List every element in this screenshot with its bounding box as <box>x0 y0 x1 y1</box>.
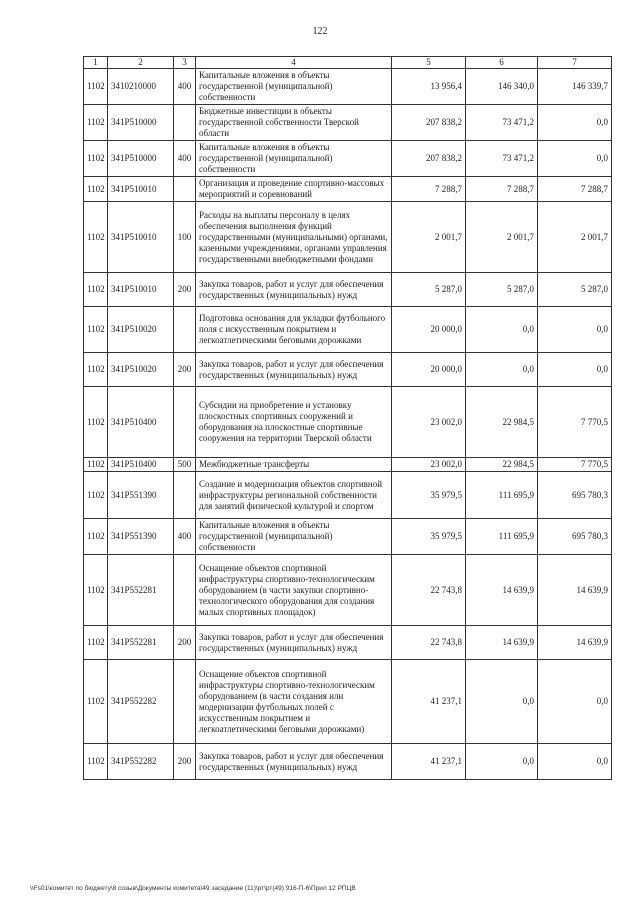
target-article-cell: 341P510010 <box>108 202 174 273</box>
table-row <box>84 273 612 307</box>
target-article-cell: 341P552282 <box>108 744 174 780</box>
target-article-cell: 341P552282 <box>108 660 174 744</box>
amount-col5-cell: 2 001,7 <box>392 202 466 273</box>
table-row <box>84 626 612 660</box>
expense-type-cell: 200 <box>174 744 196 780</box>
expense-type-cell: 400 <box>174 69 196 105</box>
amount-col6-cell: 111 695,9 <box>466 519 538 555</box>
amount-col5-cell: 35 979,5 <box>392 472 466 519</box>
target-article-cell: 341P510400 <box>108 458 174 472</box>
target-article-cell: 341P510000 <box>108 141 174 177</box>
amount-col6-cell: 73 471,2 <box>466 141 538 177</box>
amount-col7-cell: 0,0 <box>538 353 612 387</box>
expense-type-cell <box>174 105 196 141</box>
expense-type-cell <box>174 555 196 626</box>
expense-type-cell <box>174 660 196 744</box>
amount-col7-cell: 14 639,9 <box>538 555 612 626</box>
expense-type-cell <box>174 472 196 519</box>
header-cell: 5 <box>392 57 466 69</box>
target-article-cell: 3410210000 <box>108 69 174 105</box>
amount-col5-cell: 5 287,0 <box>392 273 466 307</box>
table-row <box>84 387 612 458</box>
description-cell: Капитальные вложения в объекты государственной (муниципальной) собственности <box>196 69 392 105</box>
description-cell: Закупка товаров, работ и услуг для обеспечения государственных (муниципальных) нужд <box>196 273 392 307</box>
expense-type-cell: 200 <box>174 273 196 307</box>
amount-col6-cell: 146 340,0 <box>466 69 538 105</box>
amount-col5-cell: 41 237,1 <box>392 660 466 744</box>
target-article-cell: 341P510010 <box>108 177 174 202</box>
table-row <box>84 69 612 105</box>
target-article-cell: 341P551390 <box>108 472 174 519</box>
expense-type-cell: 100 <box>174 202 196 273</box>
expense-type-cell <box>174 387 196 458</box>
amount-col7-cell: 2 001,7 <box>538 202 612 273</box>
amount-col5-cell: 20 000,0 <box>392 353 466 387</box>
target-article-cell: 341P552281 <box>108 555 174 626</box>
description-cell: Закупка товаров, работ и услуг для обеспечения государственных (муниципальных) нужд <box>196 626 392 660</box>
amount-col7-cell: 0,0 <box>538 307 612 353</box>
target-article-cell: 341P510000 <box>108 105 174 141</box>
header-cell: 3 <box>174 57 196 69</box>
amount-col6-cell: 22 984,5 <box>466 458 538 472</box>
target-article-cell: 341P552281 <box>108 626 174 660</box>
description-cell: Подготовка основания для укладки футбольного поля с искусственным покрытием и легкоатлетическими беговыми дорожками <box>196 307 392 353</box>
amount-col6-cell: 5 287,0 <box>466 273 538 307</box>
section-code-cell: 1102 <box>84 472 108 519</box>
amount-col5-cell: 13 956,4 <box>392 69 466 105</box>
section-code-cell: 1102 <box>84 69 108 105</box>
amount-col7-cell: 695 780,3 <box>538 472 612 519</box>
amount-col5-cell: 207 838,2 <box>392 141 466 177</box>
header-cell: 2 <box>108 57 174 69</box>
amount-col6-cell: 73 471,2 <box>466 105 538 141</box>
amount-col6-cell: 14 639,9 <box>466 555 538 626</box>
target-article-cell: 341P510400 <box>108 387 174 458</box>
amount-col6-cell: 2 001,7 <box>466 202 538 273</box>
amount-col5-cell: 23 002,0 <box>392 458 466 472</box>
section-code-cell: 1102 <box>84 458 108 472</box>
amount-col7-cell: 7 770,5 <box>538 458 612 472</box>
section-code-cell: 1102 <box>84 660 108 744</box>
section-code-cell: 1102 <box>84 273 108 307</box>
table-row <box>84 105 612 141</box>
section-code-cell: 1102 <box>84 387 108 458</box>
amount-col7-cell: 695 780,3 <box>538 519 612 555</box>
section-code-cell: 1102 <box>84 744 108 780</box>
table-row <box>84 519 612 555</box>
target-article-cell: 341P510020 <box>108 353 174 387</box>
amount-col7-cell: 0,0 <box>538 105 612 141</box>
section-code-cell: 1102 <box>84 555 108 626</box>
amount-col5-cell: 7 288,7 <box>392 177 466 202</box>
amount-col5-cell: 35 979,5 <box>392 519 466 555</box>
amount-col7-cell: 146 339,7 <box>538 69 612 105</box>
amount-col7-cell: 7 288,7 <box>538 177 612 202</box>
description-cell: Расходы на выплаты персоналу в целях обеспечения выполнения функций государственными (муниципальными) органами, казенными учреждениями, органами управления государственными внебюджетными фондами <box>196 202 392 273</box>
table-row <box>84 472 612 519</box>
table-row <box>84 141 612 177</box>
table-row <box>84 744 612 780</box>
description-cell: Закупка товаров, работ и услуг для обеспечения государственных (муниципальных) нужд <box>196 744 392 780</box>
expense-type-cell: 500 <box>174 458 196 472</box>
amount-col5-cell: 207 838,2 <box>392 105 466 141</box>
header-cell: 1 <box>84 57 108 69</box>
amount-col6-cell: 7 288,7 <box>466 177 538 202</box>
header-cell: 6 <box>466 57 538 69</box>
table-row <box>84 353 612 387</box>
target-article-cell: 341P551390 <box>108 519 174 555</box>
table-row <box>84 555 612 626</box>
section-code-cell: 1102 <box>84 353 108 387</box>
description-cell: Закупка товаров, работ и услуг для обеспечения государственных (муниципальных) нужд <box>196 353 392 387</box>
table-row <box>84 307 612 353</box>
description-cell: Оснащение объектов спортивной инфраструктуры спортивно-технологическим оборудованием (в части закупки спортивно-технологического оборудования для создания малых спортивных площадок) <box>196 555 392 626</box>
amount-col5-cell: 22 743,8 <box>392 555 466 626</box>
table-row <box>84 660 612 744</box>
table-header-row <box>84 57 612 69</box>
amount-col5-cell: 23 002,0 <box>392 387 466 458</box>
section-code-cell: 1102 <box>84 519 108 555</box>
section-code-cell: 1102 <box>84 307 108 353</box>
section-code-cell: 1102 <box>84 141 108 177</box>
expense-type-cell: 400 <box>174 141 196 177</box>
amount-col6-cell: 0,0 <box>466 307 538 353</box>
section-code-cell: 1102 <box>84 626 108 660</box>
section-code-cell: 1102 <box>84 105 108 141</box>
description-cell: Создание и модернизация объектов спортивной инфраструктуры региональной собственности для занятий физической культурой и спортом <box>196 472 392 519</box>
budget-table <box>83 56 612 780</box>
description-cell: Капитальные вложения в объекты государственной (муниципальной) собственности <box>196 141 392 177</box>
amount-col6-cell: 0,0 <box>466 353 538 387</box>
amount-col6-cell: 111 695,9 <box>466 472 538 519</box>
target-article-cell: 341P510010 <box>108 273 174 307</box>
amount-col6-cell: 0,0 <box>466 660 538 744</box>
header-cell: 7 <box>538 57 612 69</box>
amount-col7-cell: 5 287,0 <box>538 273 612 307</box>
table-row <box>84 458 612 472</box>
description-cell: Организация и проведение спортивно-массовых мероприятий и соревнований <box>196 177 392 202</box>
expense-type-cell: 200 <box>174 353 196 387</box>
amount-col7-cell: 0,0 <box>538 141 612 177</box>
table-row <box>84 202 612 273</box>
description-cell: Субсидии на приобретение и установку плоскостных спортивных сооружений и оборудования на плоскостные спортивные сооружения на территории Тверской области <box>196 387 392 458</box>
target-article-cell: 341P510020 <box>108 307 174 353</box>
page-number: 122 <box>312 26 328 37</box>
description-cell: Оснащение объектов спортивной инфраструктуры спортивно-технологическим оборудованием (в части создания или модернизации футбольных полей с искусственным покрытием и легкоатлетическими беговыми дорожками) <box>196 660 392 744</box>
footer-file-path: \\Fs01\комитет по бюджету\8 созыв\Документы комитета\49 заседание (11)\рт\рт(49) 916-П-6\Прил 12 РПЦВ <box>30 885 356 892</box>
amount-col6-cell: 0,0 <box>466 744 538 780</box>
amount-col7-cell: 14 639,9 <box>538 626 612 660</box>
amount-col7-cell: 7 770,5 <box>538 387 612 458</box>
expense-type-cell: 400 <box>174 519 196 555</box>
section-code-cell: 1102 <box>84 202 108 273</box>
expense-type-cell <box>174 177 196 202</box>
amount-col5-cell: 41 237,1 <box>392 744 466 780</box>
expense-type-cell <box>174 307 196 353</box>
amount-col5-cell: 20 000,0 <box>392 307 466 353</box>
table-row <box>84 177 612 202</box>
amount-col6-cell: 14 639,9 <box>466 626 538 660</box>
amount-col6-cell: 22 984,5 <box>466 387 538 458</box>
description-cell: Капитальные вложения в объекты государственной (муниципальной) собственности <box>196 519 392 555</box>
header-cell: 4 <box>196 57 392 69</box>
amount-col7-cell: 0,0 <box>538 660 612 744</box>
section-code-cell: 1102 <box>84 177 108 202</box>
amount-col7-cell: 0,0 <box>538 744 612 780</box>
amount-col5-cell: 22 743,8 <box>392 626 466 660</box>
description-cell: Бюджетные инвестиции в объекты государственной собственности Тверской области <box>196 105 392 141</box>
expense-type-cell: 200 <box>174 626 196 660</box>
description-cell: Межбюджетные трансферты <box>196 458 392 472</box>
